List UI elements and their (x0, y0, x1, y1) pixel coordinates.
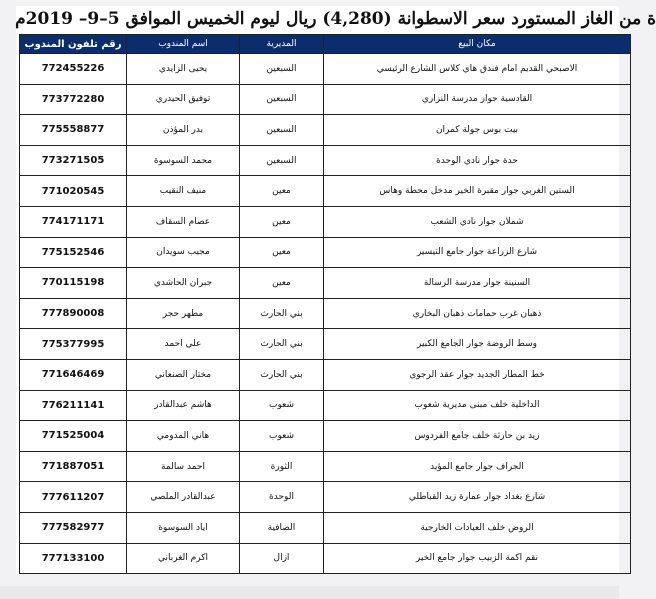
cell-place: شارع الزراعة جوار جامع التيسير (324, 237, 631, 268)
cell-phone: 772455226 (20, 54, 127, 85)
cell-phone: 777611207 (20, 482, 127, 513)
cell-place: بيت بوس جولة كمران (324, 115, 631, 146)
cell-directorate: شعوب (240, 390, 324, 421)
cell-place: الجراف جوار جامع المؤيد (324, 451, 631, 482)
table-row (20, 421, 631, 452)
cell-phone: 777890008 (20, 298, 127, 329)
cell-directorate: السبعين (240, 145, 324, 176)
table-row (20, 268, 631, 299)
cell-agent: هاني المدومي (127, 421, 240, 452)
table-row (20, 298, 631, 329)
cell-place: الاصبحي القديم امام فندق هاي كلاس الشارع الرئيسي (324, 54, 631, 85)
cell-directorate: معين (240, 237, 324, 268)
cell-phone: 777133100 (20, 543, 127, 574)
cell-phone: 771525004 (20, 421, 127, 452)
cell-agent: منيف النقيب (127, 176, 240, 207)
header-place: مكان البيع (324, 35, 631, 54)
table-row (20, 237, 631, 268)
cell-directorate: معين (240, 268, 324, 299)
cell-agent: احمد سالمة (127, 451, 240, 482)
cell-place: القادسية جوار مدرسة النزاري (324, 84, 631, 115)
cell-phone: 770115198 (20, 268, 127, 299)
table-row (20, 329, 631, 360)
cell-phone: 771887051 (20, 451, 127, 482)
cell-phone: 775152546 (20, 237, 127, 268)
cell-agent: عصام السقاف (127, 206, 240, 237)
table-row (20, 176, 631, 207)
table-header-row (20, 35, 631, 54)
cell-directorate: الثورة (240, 451, 324, 482)
cell-directorate: الوحدة (240, 482, 324, 513)
cell-directorate: بني الحارث (240, 359, 324, 390)
cell-agent: توفيق الحيدري (127, 84, 240, 115)
cell-agent: محمد السوسوة (127, 145, 240, 176)
cell-place: شارع بغداد جوار عمارة زيد القباطلي (324, 482, 631, 513)
table-body (20, 54, 631, 574)
cell-agent: اكرم الغرباني (127, 543, 240, 574)
header-phone: رقم تلفون المندوب (20, 35, 127, 54)
table-row (20, 451, 631, 482)
cell-phone: 771646469 (20, 359, 127, 390)
cell-phone: 773271505 (20, 145, 127, 176)
table-row (20, 512, 631, 543)
cell-agent: يحيى الزايدي (127, 54, 240, 85)
cell-directorate: معين (240, 206, 324, 237)
cell-phone: 775377995 (20, 329, 127, 360)
table-row (20, 145, 631, 176)
document-title: ة من الغاز المستورد سعر الاسطوانة (4,280) ريال ليوم الخميس الموافق 5–9– 2019م (15, 9, 656, 29)
cell-place: نقم اكمة الزبيب جوار جامع الخير (324, 543, 631, 574)
table-row (20, 390, 631, 421)
table-row (20, 543, 631, 574)
table-row (20, 54, 631, 85)
table-row (20, 115, 631, 146)
cell-phone: 773772280 (20, 84, 127, 115)
cell-directorate: معين (240, 176, 324, 207)
cell-place: وسط الروضة جوار الجامع الكبير (324, 329, 631, 360)
cell-directorate: ازال (240, 543, 324, 574)
cell-agent: مطهر حجر (127, 298, 240, 329)
bottom-bar (0, 586, 619, 599)
cell-agent: هاشم عبدالقادر (127, 390, 240, 421)
cell-phone: 774171171 (20, 206, 127, 237)
document-sheet (15, 6, 656, 574)
cell-agent: جبران الحاشدي (127, 268, 240, 299)
cell-place: الداخلية خلف مبنى مديرية شعوب (324, 390, 631, 421)
cell-phone: 776211141 (20, 390, 127, 421)
cell-directorate: بني الحارث (240, 298, 324, 329)
cell-agent: مختار الصنعاني (127, 359, 240, 390)
cell-place: الستين الغربي جوار مقبرة الخير مدخل محطة وهاس (324, 176, 631, 207)
cell-place: خط المطار الجديد جوار عقد الرجوي (324, 359, 631, 390)
table-row (20, 84, 631, 115)
cell-place: حدة جوار نادي الوحدة (324, 145, 631, 176)
cell-directorate: السبعين (240, 115, 324, 146)
cell-directorate: السبعين (240, 84, 324, 115)
table-row (20, 359, 631, 390)
cell-directorate: الصافية (240, 512, 324, 543)
cell-place: شملان جوار نادي الشعب (324, 206, 631, 237)
cell-directorate: بني الحارث (240, 329, 324, 360)
cell-directorate: شعوب (240, 421, 324, 452)
cell-phone: 771020545 (20, 176, 127, 207)
cell-directorate: السبعين (240, 54, 324, 85)
header-directorate: المديرية (240, 35, 324, 54)
header-agent: اسم المندوب (127, 35, 240, 54)
table-row (20, 482, 631, 513)
cell-place: السنينة جوار مدرسة الرسالة (324, 268, 631, 299)
cell-agent: مجيب سويدان (127, 237, 240, 268)
cell-place: زيد بن حارثة خلف جامع الفردوس (324, 421, 631, 452)
cell-place: الروض خلف العيادات الخارجية (324, 512, 631, 543)
cell-agent: عبدالقادر الملصي (127, 482, 240, 513)
cell-agent: علي احمد (127, 329, 240, 360)
cell-agent: اياد السوسوة (127, 512, 240, 543)
table-row (20, 206, 631, 237)
cell-agent: بدر المؤذن (127, 115, 240, 146)
cell-phone: 777582977 (20, 512, 127, 543)
cell-phone: 775558877 (20, 115, 127, 146)
cell-place: ذهبان غرب حمامات ذهبان البخاري (324, 298, 631, 329)
sales-points-table (19, 34, 631, 574)
